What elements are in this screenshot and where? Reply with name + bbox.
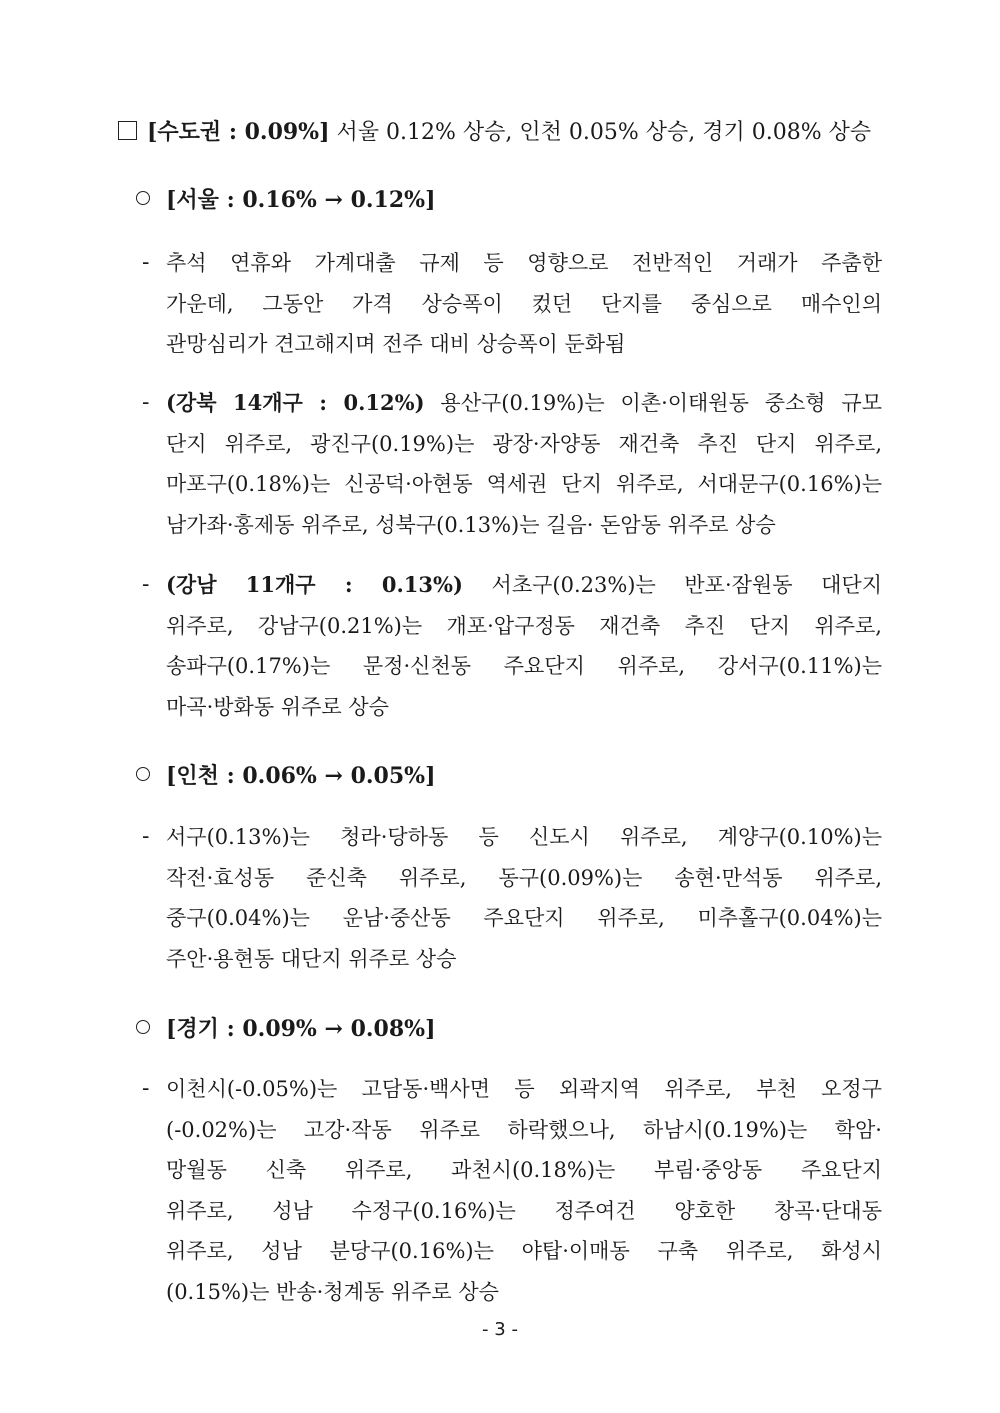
paragraph-lead: (강남 11개구 : 0.13%) — [166, 572, 463, 597]
paragraph-line: 중구(0.04%)는 운남·중산동 주요단지 위주로, 미추홀구(0.04%)는 — [166, 906, 882, 930]
page-number: - 3 - — [482, 1319, 518, 1340]
paragraph-line: 망월동 신축 위주로, 과천시(0.18%)는 부림·중앙동 주요단지 — [166, 1158, 882, 1182]
paragraph-lead: (강북 14개구 : 0.12%) — [166, 390, 425, 415]
circle-bullet-icon — [136, 767, 150, 781]
paragraph-gyeonggi — [142, 1069, 882, 1312]
paragraph-line: 위주로, 성남 분당구(0.16%)는 야탑·이매동 구축 위주로, 화성시 — [166, 1239, 882, 1263]
circle-bullet-icon — [136, 1020, 150, 1034]
section-heading-seoul — [136, 182, 436, 219]
paragraph-line: 위주로, 강남구(0.21%)는 개포·압구정동 재건축 추진 단지 위주로, — [166, 613, 882, 638]
paragraph-line — [166, 565, 882, 606]
dash-bullet-icon: - — [142, 824, 150, 849]
section-label: [인천 : 0.06% → 0.05%] — [166, 763, 436, 789]
paragraph-line: 가운데, 그동안 가격 상승폭이 컸던 단지를 중심으로 매수인의 — [166, 291, 882, 316]
headline — [118, 114, 888, 151]
section-label: [경기 : 0.09% → 0.08%] — [166, 1016, 436, 1042]
paragraph-line: 이천시(-0.05%)는 고담동·백사면 등 외곽지역 위주로, 부천 오정구 — [166, 1077, 882, 1101]
paragraph-line — [166, 383, 882, 424]
headline-text: 서울 0.12% 상승, 인천 0.05% 상승, 경기 0.08% 상승 — [336, 120, 872, 145]
paragraph-line: 주안·용현동 대단지 위주로 상승 — [166, 946, 457, 971]
paragraph-gangbuk — [142, 383, 882, 545]
paragraph-line: 남가좌·홍제동 위주로, 성북구(0.13%)는 길음· 돈암동 위주로 상승 — [166, 512, 776, 537]
section-heading-incheon — [136, 758, 436, 795]
paragraph-line: 서구(0.13%)는 청라·당하동 등 신도시 위주로, 계양구(0.10%)는 — [166, 825, 882, 849]
dash-bullet-icon: - — [142, 250, 150, 275]
section-label: [서울 : 0.16% → 0.12%] — [166, 187, 436, 213]
section-heading-gyeonggi — [136, 1011, 436, 1048]
paragraph-line: 단지 위주로, 광진구(0.19%)는 광장·자양동 재건축 추진 단지 위주로, — [166, 431, 882, 456]
paragraph-line: 위주로, 성남 수정구(0.16%)는 정주여건 양호한 창곡·단대동 — [166, 1198, 882, 1223]
paragraph-line: (-0.02%)는 고강·작동 위주로 하락했으나, 하남시(0.19%)는 학암· — [166, 1117, 882, 1142]
dash-bullet-icon: - — [142, 1076, 150, 1101]
paragraph-line: 관망심리가 견고해지며 전주 대비 상승폭이 둔화됨 — [166, 332, 626, 356]
paragraph-line: 마포구(0.18%)는 신공덕·아현동 역세권 단지 위주로, 서대문구(0.16%)는 — [166, 472, 882, 496]
paragraph-line: 송파구(0.17%)는 문정·신천동 주요단지 위주로, 강서구(0.11%)는 — [166, 654, 882, 678]
circle-bullet-icon — [136, 191, 150, 205]
headline-label: [수도권 : 0.09%] — [147, 119, 330, 145]
paragraph-line-text: 용산구(0.19%)는 이촌·이태원동 중소형 규모 — [440, 391, 883, 415]
dash-bullet-icon: - — [142, 572, 150, 597]
paragraph-seoul-overview — [142, 243, 882, 365]
paragraph-line: 작전·효성동 준신축 위주로, 동구(0.09%)는 송현·만석동 위주로, — [166, 865, 882, 890]
dash-bullet-icon: - — [142, 390, 150, 415]
paragraph-line-text: 서초구(0.23%)는 반포·잠원동 대단지 — [491, 573, 882, 597]
paragraph-gangnam — [142, 565, 882, 727]
paragraph-incheon — [142, 817, 882, 979]
paragraph-line: 추석 연휴와 가계대출 규제 등 영향으로 전반적인 거래가 주춤한 — [166, 251, 882, 275]
checkbox-square-icon — [118, 121, 137, 140]
paragraph-line: (0.15%)는 반송·청계동 위주로 상승 — [166, 1279, 499, 1304]
paragraph-line: 마곡·방화동 위주로 상승 — [166, 694, 389, 719]
